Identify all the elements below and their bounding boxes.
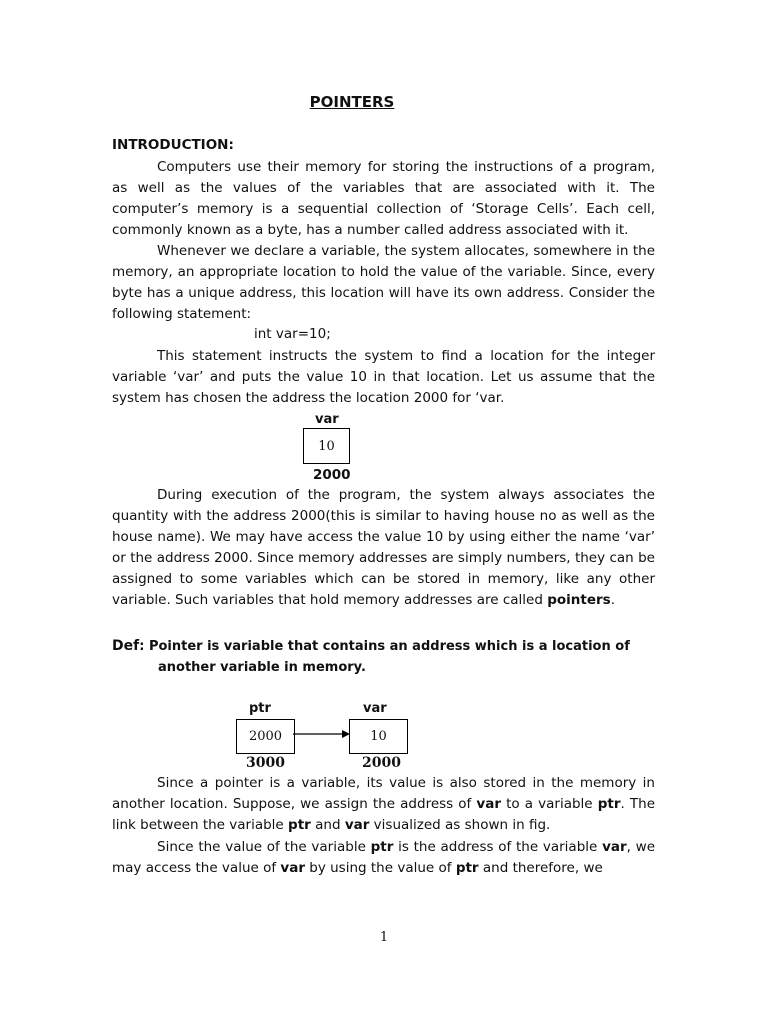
definition-line-1 xyxy=(112,636,672,657)
definition-text-2: another variable in memory. xyxy=(158,660,366,675)
term-ptr: ptr xyxy=(288,817,311,833)
definition-text-1: : Pointer is variable that contains an address which is a location of xyxy=(139,639,630,654)
paragraph-3: This statement instructs the system to find a location for the integer variable ‘var’ and puts the value 10 in that location. Let us assume that the system has chosen the address the location 2000 for ‘var. xyxy=(112,348,655,406)
diagram2-ptr-cell xyxy=(236,719,295,754)
diagram2-var-cell xyxy=(349,719,408,754)
paragraph-5-text: Since a pointer is a variable, its value is also stored in the memory in another location. Suppose, we assign the address of xyxy=(112,775,655,812)
term-var: var xyxy=(344,817,370,833)
paragraph-6-text: by using the value of xyxy=(304,860,456,876)
term-ptr: ptr xyxy=(370,839,394,855)
paragraph-5-text: and xyxy=(310,817,345,833)
diagram2-var-label: var xyxy=(363,701,387,716)
diagram1-address: 2000 xyxy=(313,467,351,483)
term-var: var xyxy=(476,796,501,812)
term-var: var xyxy=(602,839,627,855)
paragraph-4 xyxy=(112,485,655,611)
diagram2-ptr-address: 3000 xyxy=(246,755,285,771)
diagram1-cell-value: 10 xyxy=(318,438,335,454)
paragraph-5-text: . The link between the variable xyxy=(112,796,656,833)
code-statement: int var=10; xyxy=(254,326,331,342)
term-var: var xyxy=(280,860,305,876)
page-number: 1 xyxy=(379,930,389,945)
paragraph-6-text: Since the value of the variable xyxy=(157,839,371,855)
arrow-icon xyxy=(293,728,350,740)
diagram1-var-label: var xyxy=(315,412,339,427)
paragraph-1: Computers use their memory for storing the instructions of a program, as well as the values of the variables that are associated with it. The computer’s memory is a sequential collection of ‘Storage Cells’. Each cell, commonly known as a byte, has a number called address associated with it. xyxy=(112,159,655,238)
section-heading: INTRODUCTION: xyxy=(112,137,234,153)
paragraph-5-text: to a variable xyxy=(501,796,598,812)
definition-block xyxy=(112,636,672,678)
paragraph-5-text: visualized as shown in fig. xyxy=(369,817,551,833)
diagram2-var-address: 2000 xyxy=(362,755,401,771)
paragraph-6-text: , we may access the value of xyxy=(112,839,656,876)
diagram2-var-value: 10 xyxy=(370,729,387,744)
paragraph-4-text: During execution of the program, the system always associates the quantity with the address 2000(this is similar to having house no as well as the house name). We may have access the value 10 by using either the name ‘var’ or the address 2000. Since memory addresses are simply numbers, they can be assigned to some variables which can be stored in memory, like any other variable. Such variables that hold memory addresses are called xyxy=(112,487,655,608)
paragraph-6-text: and therefore, we xyxy=(478,860,603,876)
pointers-term: pointers xyxy=(547,592,611,608)
diagram2-ptr-label: ptr xyxy=(249,701,271,716)
diagram2-ptr-value: 2000 xyxy=(248,729,283,744)
paragraph-6-text: is the address of the variable xyxy=(393,839,603,855)
paragraph-5 xyxy=(112,773,655,836)
paragraph-6 xyxy=(112,837,655,879)
page-title: POINTERS xyxy=(309,93,395,111)
term-ptr: ptr xyxy=(597,796,621,812)
diagram1-memory-cell xyxy=(303,428,350,464)
term-ptr: ptr xyxy=(455,860,479,876)
definition-label: Def xyxy=(112,638,140,654)
paragraph-4-end: . xyxy=(610,592,615,608)
paragraph-2: Whenever we declare a variable, the system allocates, somewhere in the memory, an appropriate location to hold the value of the variable. Since, every byte has a unique address, this location will have its own address. Consider the following statement: xyxy=(112,243,655,322)
